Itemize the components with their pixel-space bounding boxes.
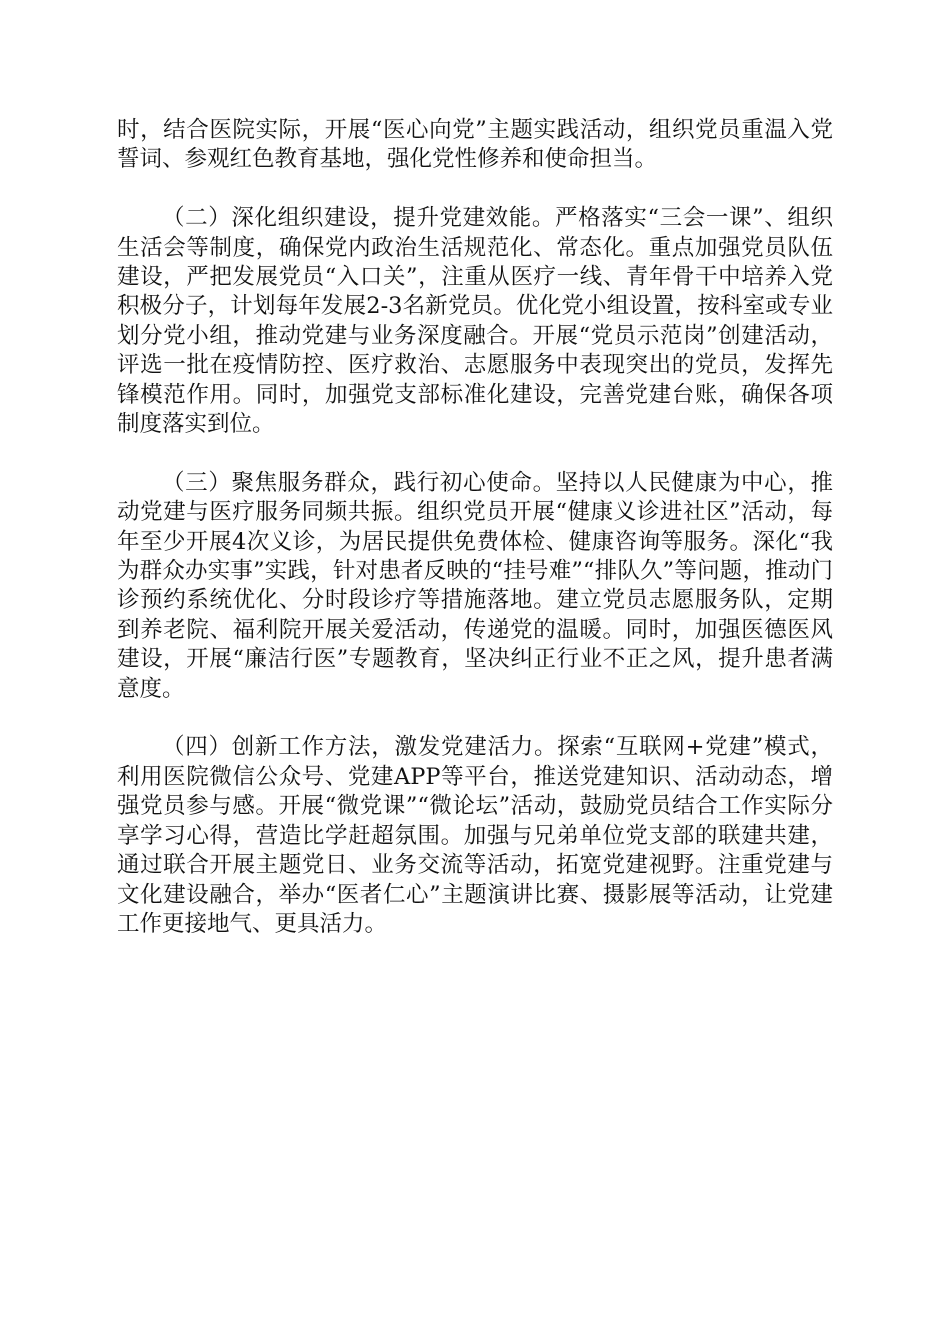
paragraph-section-4: （四）创新工作方法，激发党建活力。探索“互联网+党建”模式，利用医院微信公众号、党建APP等平台，推送党建知识、活动动态，增强党员参与感。开展“微党课”“微论坛”活动，鼓励党员结合工作实际分享学习心得，营造比学赶超氛围。加强与兄弟单位党支部的联建共建，通过联合开展主题党日、业务交流等活动，拓宽党建视野。注重党建与文化建设融合，举办“医者仁心”主题演讲比赛、摄影展等活动，让党建工作更接地气、更具活力。 [117,734,833,937]
paragraph-section-2: （二）深化组织建设，提升党建效能。严格落实“三会一课”、组织生活会等制度，确保党内政治生活规范化、常态化。重点加强党员队伍建设，严把发展党员“入口关”，注重从医疗一线、青年骨干中培养入党积极分子，计划每年发展2-3名新党员。优化党小组设置，按科室或专业划分党小组，推动党建与业务深度融合。开展“党员示范岗”创建活动，评选一批在疫情防控、医疗救治、志愿服务中表现突出的党员，发挥先锋模范作用。同时，加强党支部标准化建设，完善党建台账，确保各项制度落实到位。 [117,205,833,438]
paragraph-section-3: （三）聚焦服务群众，践行初心使命。坚持以人民健康为中心，推动党建与医疗服务同频共振。组织党员开展“健康义诊进社区”活动，每年至少开展4次义诊，为居民提供免费体检、健康咨询等服务。深化“我为群众办实事”实践，针对患者反映的“挂号难”“排队久”等问题，推动门诊预约系统优化、分时段诊疗等措施落地。建立党员志愿服务队，定期到养老院、福利院开展关爱活动，传递党的温暖。同时，加强医德医风建设，开展“廉洁行医”专题教育，坚决纠正行业不正之风，提升患者满意度。 [117,469,833,702]
document-body [117,116,833,969]
paragraph-continuation: 时，结合医院实际，开展“医心向党”主题实践活动，组织党员重温入党誓词、参观红色教育基地，强化党性修养和使命担当。 [117,117,833,173]
